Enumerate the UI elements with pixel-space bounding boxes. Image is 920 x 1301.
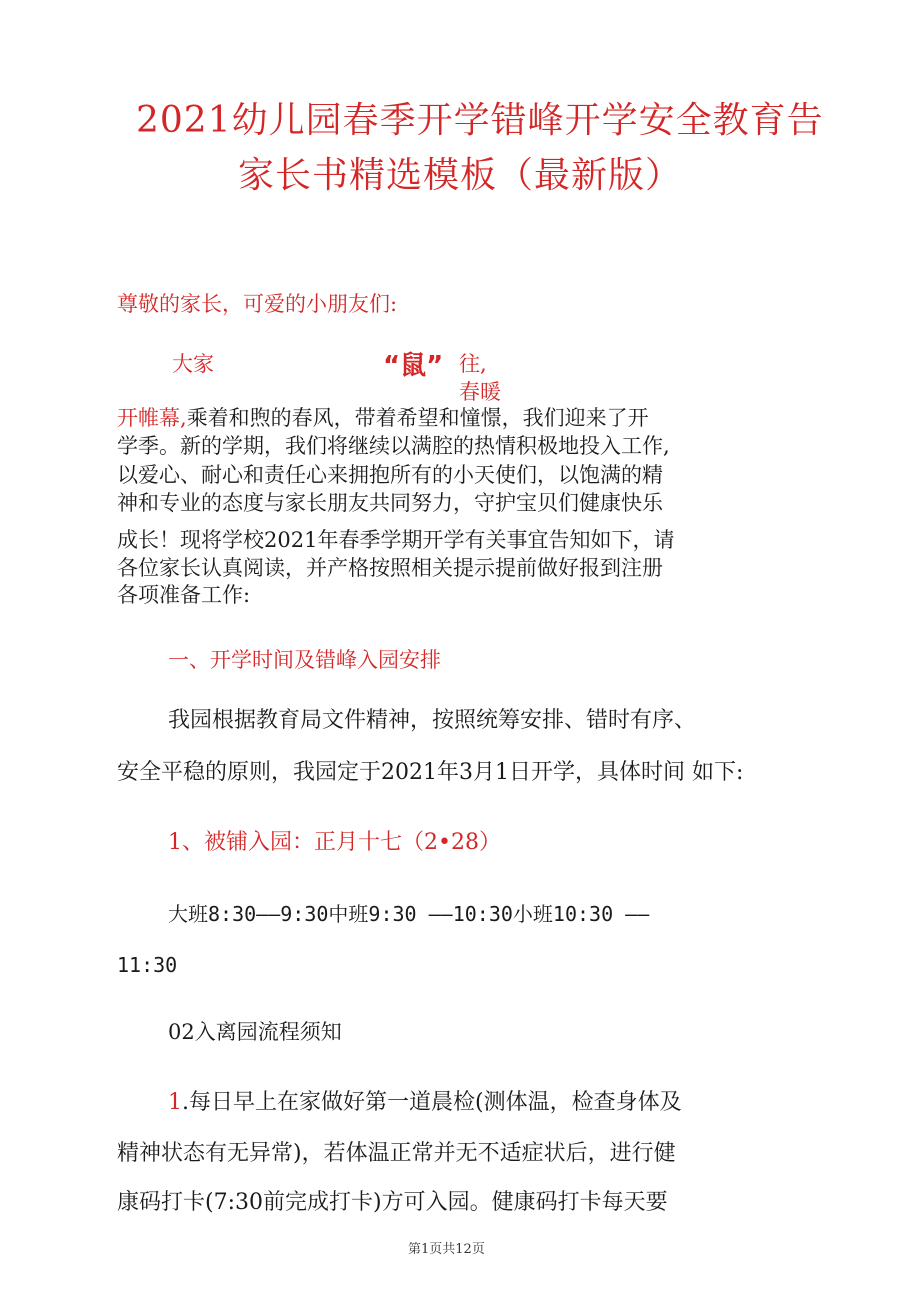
section1-heading: 一、开学时间及错峰入园安排 [168, 648, 441, 672]
page-footer: 第1页共12页 [408, 1242, 485, 1257]
intro-line1-text: 乘着和煦的春风，带着希望和憧憬，我们迎来了开 [186, 406, 649, 430]
section2-item-line1-text: .每日早上在家做好第一道晨检(测体温，检查身体及 [182, 1090, 682, 1115]
schedule-line1: 大班8:30——9:30中班9:30 ——10:30小班10:30 —— [168, 902, 650, 926]
schedule-line2: 11:30 [117, 953, 178, 977]
section2-item-line3: 康码打卡(7:30前完成打卡)方可入园。健康码打卡每天要 [117, 1190, 668, 1215]
intro-line5: 成长！现将学校2021年春季学期开学有关事宜告知如下，请 [117, 528, 675, 552]
intro-line3: 以爱心、耐心和责任心来拥抱所有的小天使们，以饱满的精 [117, 463, 663, 487]
section1-para-line1: 我园根据教育局文件精神，按照统筹安排、错时有序、 [168, 708, 697, 733]
section2-heading: 02入离园流程须知 [168, 1020, 342, 1044]
intro-red-lead: 开帷幕, [117, 406, 187, 430]
section2-item-line1 [168, 1089, 682, 1118]
section1-item1-heading: 1、被铺入园：正月十七（2•28） [168, 830, 501, 855]
greeting: 尊敬的家长，可爱的小朋友们: [117, 292, 398, 316]
quote-mouse-char: “鼠” [383, 351, 444, 381]
intro-line4: 神和专业的态度与家长朋友共同努力，守护宝贝们健康快乐 [117, 491, 663, 515]
intro-line6: 各位家长认真阅读，并产格按照相关提示提前做好报到注册 [117, 556, 663, 580]
section2-item-number: 1 [168, 1090, 182, 1115]
intro-line1 [117, 405, 649, 432]
intro-line2: 学季。新的学期，我们将继续以满腔的热情积极地投入工作, [117, 434, 670, 458]
intro-line7: 各项准备工作: [117, 583, 251, 607]
page-title-line2: 家长书精选模板（最新版） [238, 155, 683, 196]
section2-item-line2: 精神状态有无异常)，若体温正常并无不适症状后，进行健 [117, 1141, 676, 1166]
intro-part-a: 大家 [172, 352, 214, 376]
intro-part-b: 往, [459, 352, 487, 376]
intro-part-c: 春暖 [459, 380, 501, 404]
page-title-line1: 2021幼儿园春季开学错峰开学安全教育告 [136, 100, 824, 141]
section1-para-line2: 安全平稳的原则，我园定于2021年3月1日开学，具体时间 如下: [117, 760, 744, 785]
